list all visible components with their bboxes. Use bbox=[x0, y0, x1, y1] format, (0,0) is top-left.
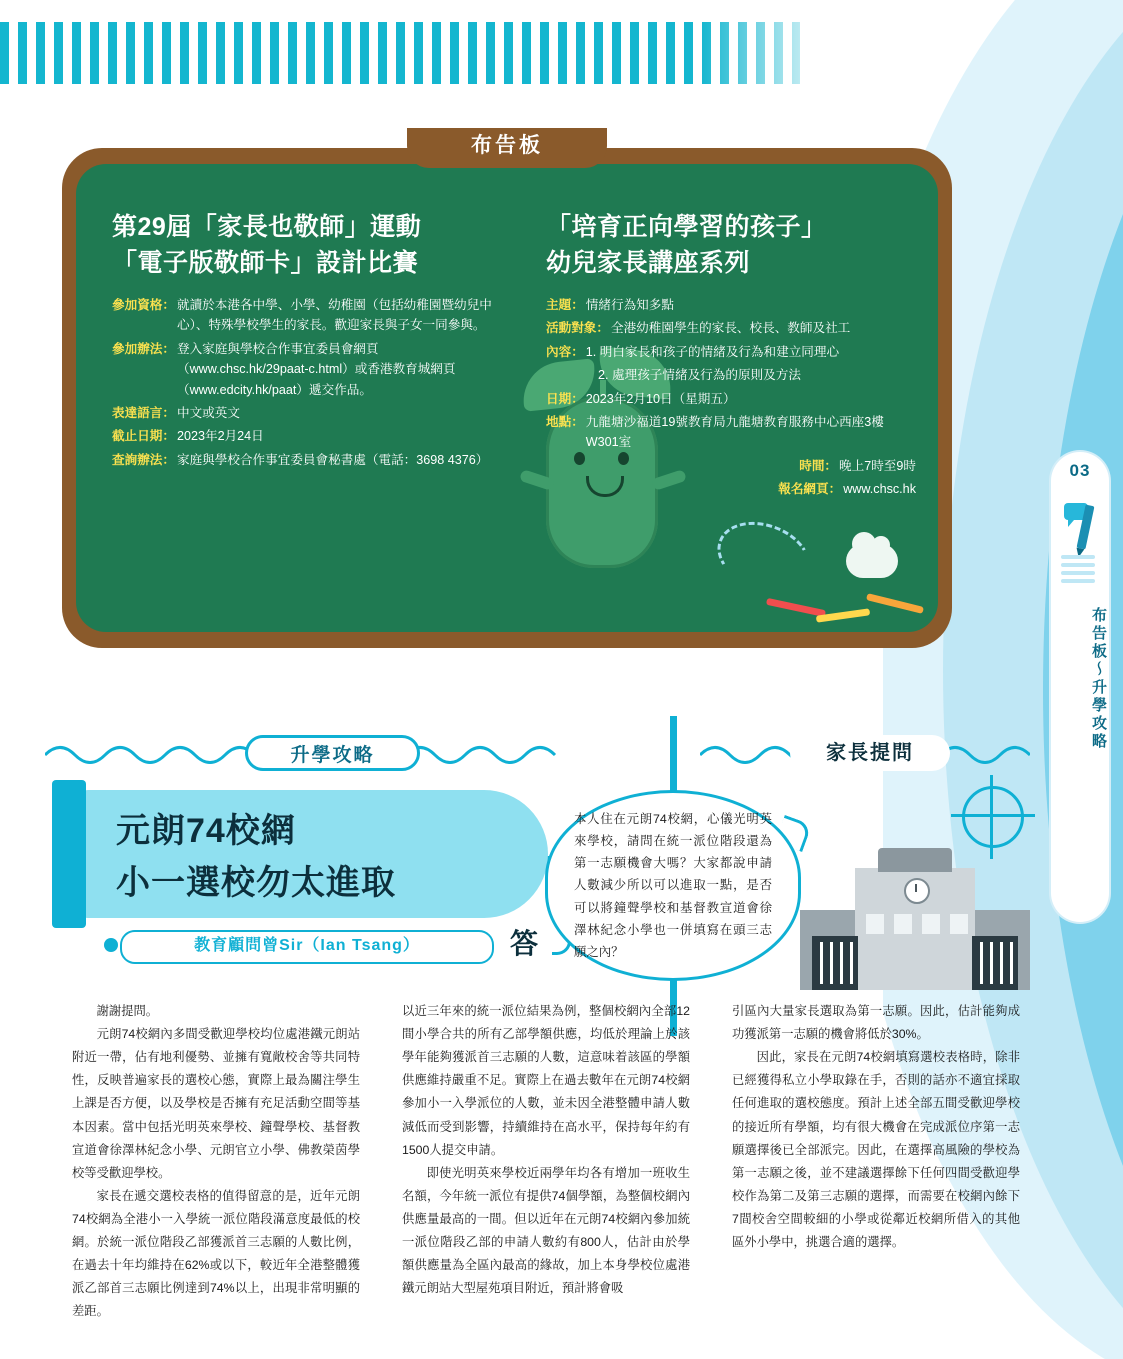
page-side-tab bbox=[1051, 452, 1109, 922]
field-label: 活動對象： bbox=[546, 321, 609, 336]
board-field bbox=[546, 479, 916, 499]
board-frame bbox=[62, 148, 952, 648]
field-value: 情緒行為知多點 bbox=[585, 298, 674, 312]
tag-upgrade-guide: 升學攻略 bbox=[245, 735, 420, 771]
board-right-column bbox=[546, 210, 916, 503]
left-title-line1: 第29屆「家長也敬師」運動 bbox=[112, 213, 422, 241]
left-title-line2: 「電子版敬師卡」設計比賽 bbox=[112, 248, 419, 277]
board-left-column bbox=[112, 210, 492, 473]
board-field bbox=[546, 318, 916, 338]
top-stripe-decoration bbox=[0, 22, 800, 84]
article-column-3 bbox=[732, 1000, 1020, 1254]
board-field bbox=[546, 365, 916, 385]
bulletin-pen-icon bbox=[1051, 481, 1109, 601]
field-label: 查詢辦法： bbox=[112, 452, 175, 467]
page-number: 03 bbox=[1069, 461, 1091, 480]
top-stripe-fade bbox=[700, 22, 860, 84]
paragraph: 以近三年來的統一派位結果為例，整個校網內全部12間小學合共的所有乙部學額供應，均低於理論上於該學年能夠獲派首三志願的人數，這意味着該區的學額供應維持嚴重不足。實際上在過去數年在元朗74校網參加小一入學派位的人數，並未因全港整體申請人數減低而受到影響，持續維持在高水平，保持每年約有1500人提交申請。 bbox=[402, 1004, 690, 1157]
field-label: 參加辦法： bbox=[112, 341, 175, 356]
paragraph: 因此，家長在元朗74校網填寫選校表格時，除非已經獲得私立小學取錄在手，否則的話亦不適宜採取任何進取的選校態度。預計上述全部五間受歡迎學校的接近所有學額，均有很大機會在完成派位序第一志願選擇後已全部派完。因此，在選擇高風險的學校為第一志願之後，並不建議選擇餘下任何四間受歡迎學校作為第二及第三志願的選擇，而需要在校網內餘下7間校舍空間較細的小學或從鄰近校網所借入的其他區外小學中，挑選合適的選擇。 bbox=[732, 1050, 1020, 1250]
crosshair-decoration bbox=[962, 786, 1024, 848]
field-value: 晚上7時至9時 bbox=[839, 458, 916, 473]
board-field bbox=[112, 339, 492, 400]
article-byline: 教育顧問曾Sir（Ian Tsang） bbox=[120, 930, 494, 964]
headline-line2: 小一選校勿太進取 bbox=[116, 863, 396, 902]
side-tab-label: 布告板～升學攻略 bbox=[1090, 607, 1107, 751]
board-tag-label: 布告板 bbox=[407, 128, 607, 168]
article-body bbox=[72, 1000, 1020, 1330]
right-title-line2: 幼兒家長講座系列 bbox=[546, 248, 751, 277]
paragraph: 謝謝提問。 bbox=[96, 1004, 159, 1018]
paragraph: 即使光明英來學校近兩學年均各有增加一班收生名額，今年統一派位有提供74個學額，為整個校網內供應量最高的一間。但以近年在元朗74校網內參加統一派位階段乙部的申請人數約有800人，估計由於學額供應量為全區內最高的緣故，加上本身學校位處港鐵元朗站大型屋苑項目附近，預計將會吸 bbox=[402, 1165, 690, 1296]
cloud-decoration bbox=[846, 544, 898, 578]
field-value: 九龍塘沙福道19號教育局九龍塘教育服務中心西座3樓W301室 bbox=[585, 414, 884, 450]
board-inner bbox=[76, 164, 938, 632]
field-value: 家庭與學校合作事宜委員會秘書處（電話：3698 4376） bbox=[176, 452, 489, 467]
board-field bbox=[546, 456, 916, 476]
answer-mark bbox=[510, 922, 538, 962]
answer-mark-text: 答 bbox=[510, 928, 539, 959]
board-field bbox=[112, 426, 492, 446]
paragraph: 家長在遞交選校表格的值得留意的是，近年元朗74校網為全港小一入學統一派位階段滿意度最低的校網。於統一派位階段乙部獲派首三志願的人數比例，在過去十年均維持在62%或以下，較近年全港整體獲派乙部首三志願比例達到74%以上，出現非常明顯的差距。 bbox=[72, 1188, 360, 1319]
field-value: 就讀於本港各中學、小學、幼稚園（包括幼稚園暨幼兒中心）、特殊學校學生的家長。歡迎家長與子女一同參與。 bbox=[176, 298, 492, 333]
board-field bbox=[112, 450, 492, 470]
question-text: 本人住在元朗74校網，心儀光明英來學校，請問在統一派位階段還為第一志願機會大嗎？大家都說申請人數減少所以可以進取一點，是否可以將鐘聲學校和基督教宣道會徐澤林紀念小學也一併填寫在頭三志願之內？ bbox=[574, 812, 772, 959]
field-label: 內容： bbox=[546, 344, 584, 359]
field-label: 主題： bbox=[546, 298, 584, 312]
field-value: 中文或英文 bbox=[176, 405, 240, 420]
field-value: 登入家庭與學校合作事宜委員會網頁（www.chsc.hk/29paat-c.html）或香港教育城網頁（www.edcity.hk/paat）遞交作品。 bbox=[176, 341, 456, 397]
field-label: 表達語言： bbox=[112, 405, 175, 420]
article-column-1 bbox=[72, 1000, 360, 1324]
notice-board bbox=[62, 128, 952, 658]
field-label: 報名網頁： bbox=[778, 482, 842, 497]
field-value: 2023年2月10日（星期五） bbox=[585, 391, 736, 406]
field-label: 截止日期： bbox=[112, 429, 175, 444]
field-value: 全港幼稚園學生的家長、校長、教師及社工 bbox=[610, 321, 851, 336]
paragraph: 元朗74校網內多間受歡迎學校均位處港鐵元朗站附近一帶，佔有地利優勢、並擁有寬敞校舍等共同特性，反映普遍家長的選校心態，實際上最為關注學生上課是否方便，以及學校是否擁有充足活動空間等基本因素。當中包括光明英來學校、鐘聲學校、基督教宣道會徐澤林紀念小學、元朗官立小學、佛教榮茵學校等受歡迎學校。 bbox=[72, 1027, 360, 1180]
field-value: 1. 明白家長和孩子的情緒及行為和建立同理心 bbox=[585, 344, 840, 359]
field-value: www.chsc.hk bbox=[843, 482, 916, 497]
school-building-icon bbox=[800, 840, 1030, 990]
byline-dot bbox=[104, 938, 118, 952]
paragraph: 引區內大量家長選取為第一志願。因此，估計能夠成功獲派第一志願的機會將低於30%。 bbox=[732, 1004, 1020, 1042]
right-title-line1: 「培育正向學習的孩子」 bbox=[546, 213, 827, 241]
tag-parent-question: 家長提問 bbox=[790, 735, 950, 771]
board-field bbox=[112, 295, 492, 336]
board-field bbox=[546, 389, 916, 409]
field-value: 2023年2月24日 bbox=[176, 429, 264, 444]
board-field bbox=[546, 295, 916, 315]
headline-line1: 元朗74校網 bbox=[116, 812, 296, 850]
question-bubble bbox=[545, 790, 801, 981]
field-label: 時間： bbox=[799, 458, 838, 473]
board-field bbox=[546, 412, 916, 453]
board-field bbox=[112, 403, 492, 423]
board-field bbox=[546, 342, 916, 362]
field-label: 地點： bbox=[546, 414, 584, 429]
dotted-path-decoration bbox=[716, 524, 856, 604]
field-label: 日期： bbox=[546, 391, 584, 406]
field-value: 2. 處理孩子情緒及行為的原則及方法 bbox=[598, 368, 801, 383]
field-label: 參加資格： bbox=[112, 298, 175, 312]
article-column-2 bbox=[402, 1000, 690, 1300]
article-headline bbox=[78, 790, 548, 918]
